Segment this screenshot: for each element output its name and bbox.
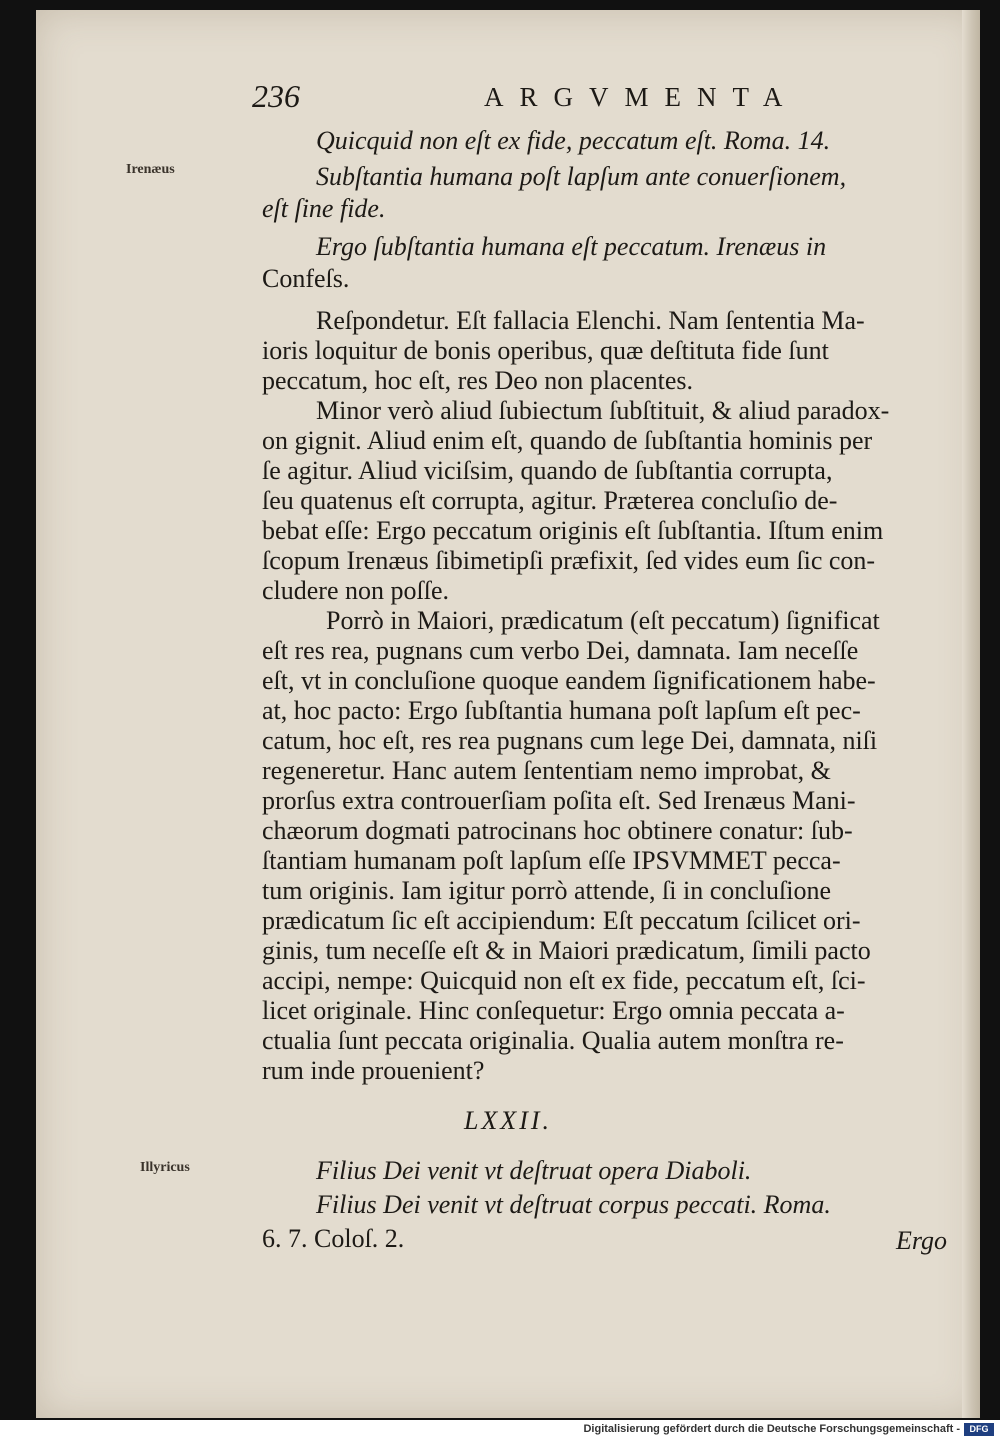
text-line: cludere non poſſe. xyxy=(262,576,449,605)
text-line: prædicatum ſic eſt accipiendum: Eſt peccatum ſcilicet ori- xyxy=(262,906,861,935)
text-line: peccatum, hoc eſt, res Deo non placentes. xyxy=(262,366,693,395)
text-line: eſt ſine fide. xyxy=(262,194,386,223)
text-line: ſcopum Irenæus ſibimetipſi præfixit, ſed vides eum ſic con- xyxy=(262,546,876,575)
dfg-logo-icon: DFG xyxy=(964,1423,994,1436)
text-line: licet originale. Hinc conſequetur: Ergo omnia peccata a- xyxy=(262,996,845,1025)
text-line: Filius Dei venit vt deſtruat opera Diaboli. xyxy=(316,1156,752,1185)
text-line: catum, hoc eſt, res rea pugnans cum lege Dei, damnata, niſi xyxy=(262,726,878,755)
text-line: regeneretur. Hanc autem ſententiam nemo improbat, & xyxy=(262,756,831,785)
margin-note: Illyricus xyxy=(140,1160,190,1175)
text-line: ioris loquitur de bonis operibus, quæ deſtituta fide ſunt xyxy=(262,336,829,365)
margin-note: Irenæus xyxy=(126,162,175,177)
text-line: tum originis. Iam igitur porrò attende, ſi in concluſione xyxy=(262,876,831,905)
text-line: ginis, tum neceſſe eſt & in Maiori prædicatum, ſimili pacto xyxy=(262,936,871,965)
text-line: chæorum dogmati patrocinans hoc obtinere conatur: ſub- xyxy=(262,816,853,845)
text-line: Minor verò aliud ſubiectum ſubſtituit, & aliud paradox- xyxy=(316,396,890,425)
footer-bar xyxy=(0,1420,1000,1440)
text-line: accipi, nempe: Quicquid non eſt ex fide, peccatum eſt, ſci- xyxy=(262,966,866,995)
running-head: ARGVMENTA xyxy=(484,82,799,112)
text-line: Reſpondetur. Eſt fallacia Elenchi. Nam ſententia Ma- xyxy=(316,306,865,335)
text-line: Filius Dei venit vt deſtruat corpus peccati. Roma. xyxy=(316,1190,831,1219)
text-line: ctualia ſunt peccata originalia. Qualia autem monſtra re- xyxy=(262,1026,844,1055)
page-header xyxy=(252,78,832,118)
text-line: Quicquid non eſt ex fide, peccatum eſt. Roma. 14. xyxy=(316,126,831,155)
text-line: bebat eſſe: Ergo peccatum originis eſt ſubſtantia. Iſtum enim xyxy=(262,516,884,545)
text-line: prorſus extra controuerſiam poſita eſt. Sed Irenæus Mani- xyxy=(262,786,856,815)
text-line: Subſtantia humana poſt lapſum ante conuerſionem, xyxy=(316,162,847,191)
text-line: 6. 7. Coloſ. 2. xyxy=(262,1224,405,1253)
section-heading: LXXII. xyxy=(463,1106,553,1135)
text-line: rum inde prouenient? xyxy=(262,1056,485,1085)
text-line: eſt res rea, pugnans cum verbo Dei, damnata. Iam neceſſe xyxy=(262,636,859,665)
text-line: Confeſs. xyxy=(262,264,350,293)
funding-credit: Digitalisierung gefördert durch die Deutsche Forschungsgemeinschaft - xyxy=(583,1423,960,1435)
text-line: ſtantiam humanam poſt lapſum eſſe IPSVMMET pecca- xyxy=(262,846,841,875)
text-line: ſe agitur. Aliud viciſsim, quando de ſubſtantia corrupta, xyxy=(262,456,833,485)
text-line: Porrò in Maiori, prædicatum (eſt peccatum) ſignificat xyxy=(326,606,880,635)
text-line: eſt, vt in concluſione quoque eandem ſignificationem habe- xyxy=(262,666,876,695)
text-line: on gignit. Aliud enim eſt, quando de ſubſtantia hominis per xyxy=(262,426,873,455)
text-line: ſeu quatenus eſt corrupta, agitur. Præterea concluſio de- xyxy=(262,486,838,515)
text-line: Ergo ſubſtantia humana eſt peccatum. Irenæus in xyxy=(316,232,827,261)
page-number: 236 xyxy=(252,78,300,114)
book-page xyxy=(36,10,980,1418)
text-line: at, hoc pacto: Ergo ſubſtantia humana poſt lapſum eſt pec- xyxy=(262,696,861,725)
catchword: Ergo xyxy=(896,1226,948,1255)
